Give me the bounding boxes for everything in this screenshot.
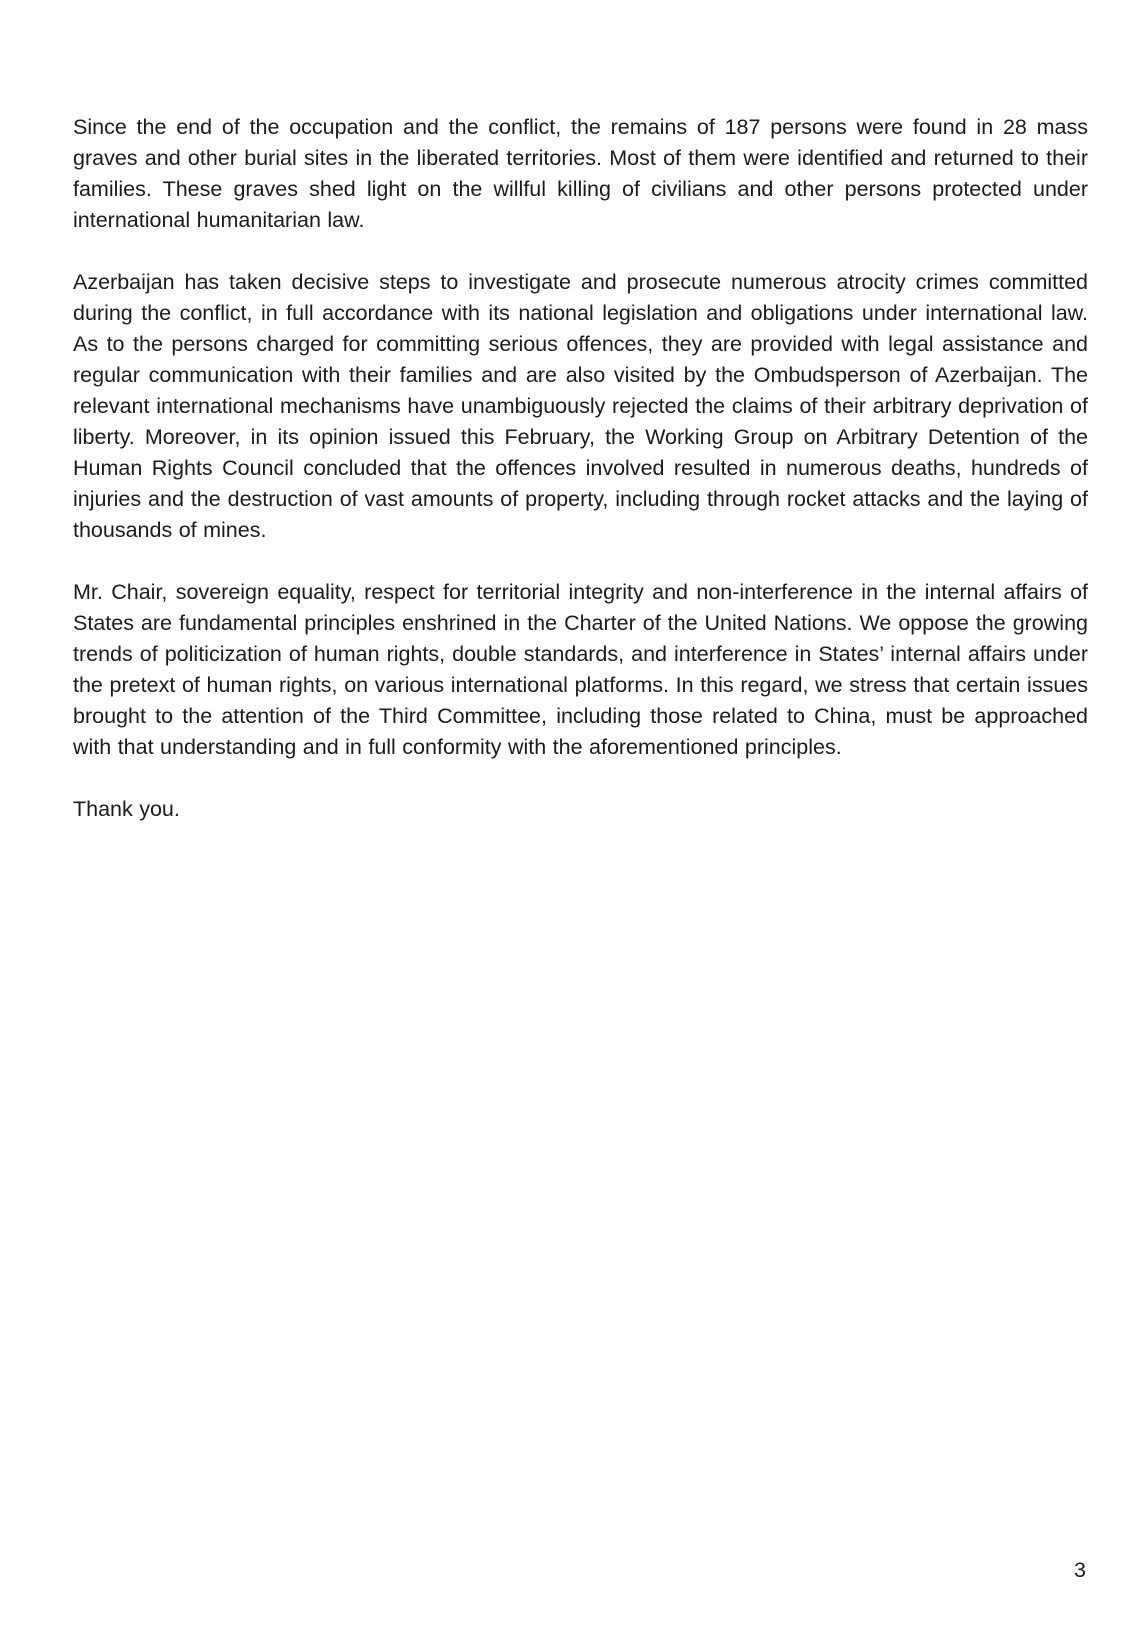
page-number: 3: [1074, 1558, 1086, 1582]
paragraph-mass-graves: Since the end of the occupation and the conflict, the remains of 187 persons were found in 28 mass graves and other burial sites in the liberated territories. Most of them were identified and returned to their families. These graves shed light on the willful killing of civilians and other persons protected under international humanitarian law.: [73, 115, 1088, 232]
paragraph-thank-you: Thank you.: [73, 797, 180, 821]
document-body: [73, 112, 1088, 825]
paragraph-sovereign-equality: Mr. Chair, sovereign equality, respect for territorial integrity and non-interference in the internal affairs of States are fundamental principles enshrined in the Charter of the United Nations. We oppose the growing trends of politicization of human rights, double standards, and interference in States’ internal affairs under the pretext of human rights, on various international platforms. In this regard, we stress that certain issues brought to the attention of the Third Committee, including those related to China, must be approached with that understanding and in full conformity with the aforementioned principles.: [73, 580, 1088, 759]
paragraph-atrocity-crimes: Azerbaijan has taken decisive steps to investigate and prosecute numerous atrocity crimes committed during the conflict, in full accordance with its national legislation and obligations under international law. As to the persons charged for committing serious offences, they are provided with legal assistance and regular communication with their families and are also visited by the Ombudsperson of Azerbaijan. The relevant international mechanisms have unambiguously rejected the claims of their arbitrary deprivation of liberty. Moreover, in its opinion issued this February, the Working Group on Arbitrary Detention of the Human Rights Council concluded that the offences involved resulted in numerous deaths, hundreds of injuries and the destruction of vast amounts of property, including through rocket attacks and the laying of thousands of mines.: [73, 270, 1088, 542]
